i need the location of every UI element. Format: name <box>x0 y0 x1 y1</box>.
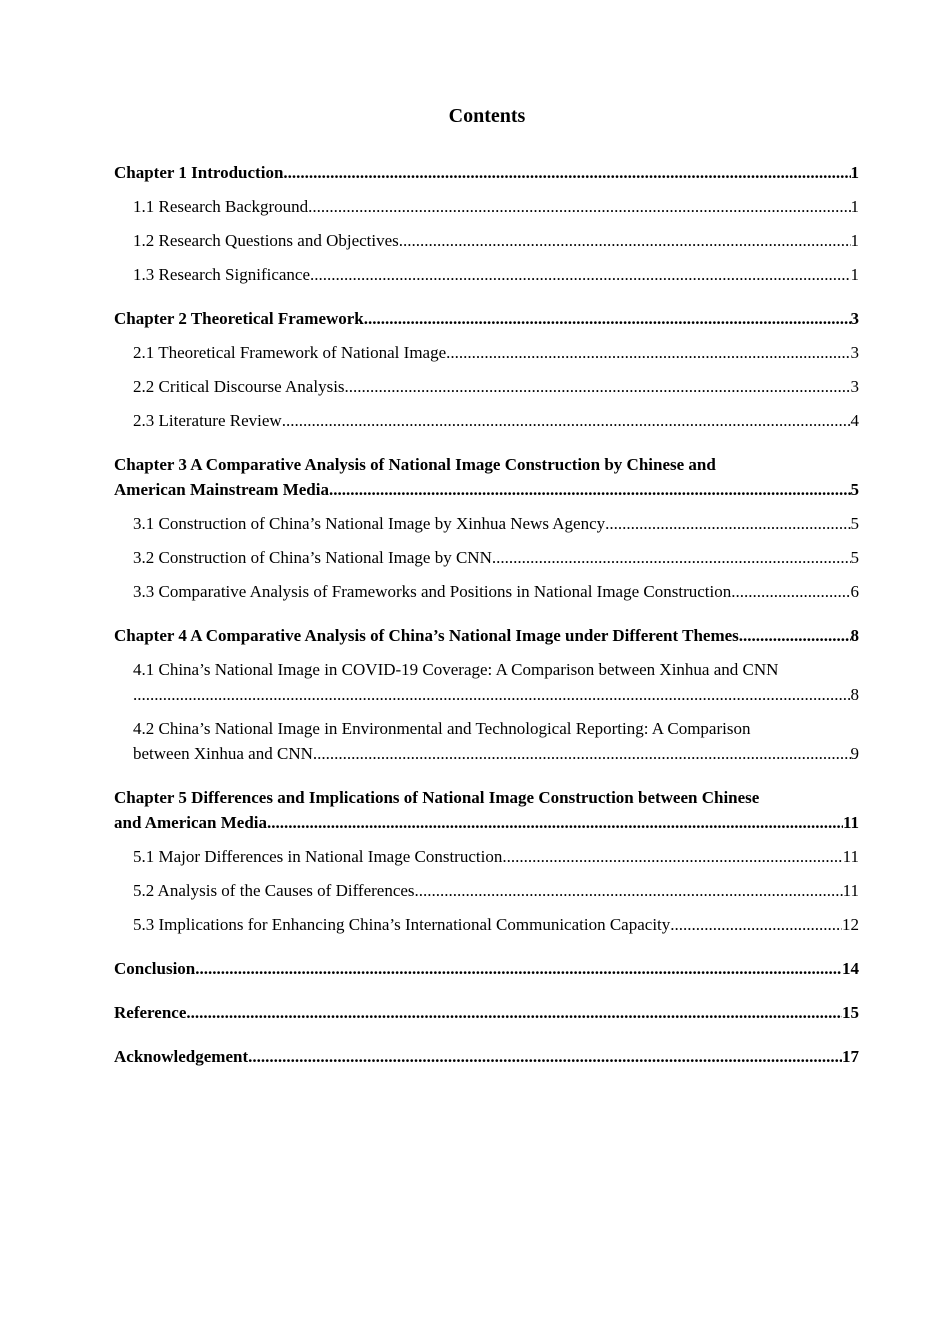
toc-entry-line <box>114 956 859 981</box>
toc-entry-line <box>114 306 859 331</box>
toc-chapter-entry[interactable] <box>114 1044 859 1069</box>
toc-chapter-entry[interactable] <box>114 785 859 835</box>
toc-page-number: 3 <box>850 309 859 328</box>
toc-entry-line <box>133 579 859 604</box>
toc-entry-title-line: 4.1 China’s National Image in COVID-19 Coverage: A Comparison between Xinhua and CNN <box>133 660 779 679</box>
toc-section-entry[interactable] <box>114 579 859 604</box>
dot-leader <box>308 194 850 219</box>
toc-entry-title: 1.2 Research Questions and Objectives <box>133 231 399 250</box>
toc-entry-title: Acknowledgement <box>114 1047 249 1066</box>
toc-entry-title: 3.1 Construction of China’s National Image by Xinhua News Agency <box>133 514 606 533</box>
dot-leader <box>446 340 850 365</box>
toc-entry-title: 3.3 Comparative Analysis of Frameworks and Positions in National Image Construction <box>133 582 732 601</box>
toc-page-number: 11 <box>842 881 859 900</box>
dot-leader <box>186 1000 842 1025</box>
toc-entry-line <box>114 160 859 185</box>
dot-leader <box>310 262 850 287</box>
dot-leader <box>345 374 851 399</box>
page-title: Contents <box>448 105 526 127</box>
toc-section-entry[interactable] <box>114 194 859 219</box>
dot-leader <box>195 956 842 981</box>
toc-section-entry[interactable] <box>114 228 859 253</box>
toc-page-number: 8 <box>850 685 859 704</box>
toc-entry-line <box>114 623 859 648</box>
toc-chapter-entry[interactable] <box>114 160 859 185</box>
dot-leader <box>415 878 843 903</box>
toc-entry-title: 5.3 Implications for Enhancing China’s International Communication Capacity <box>133 915 671 934</box>
toc-section-entry[interactable] <box>114 262 859 287</box>
toc-entry-line <box>114 1000 859 1025</box>
table-of-contents <box>114 160 859 1069</box>
toc-entry-line <box>133 194 859 219</box>
toc-entry-title-line: Chapter 3 A Comparative Analysis of National Image Construction by Chinese and <box>114 455 716 474</box>
toc-section-entry[interactable] <box>114 912 859 937</box>
dot-leader <box>248 1044 842 1069</box>
toc-page-number: 3 <box>850 343 859 362</box>
dot-leader <box>133 682 851 707</box>
toc-entry-line <box>133 741 859 766</box>
toc-entry-line <box>133 340 859 365</box>
toc-entry-title: Conclusion <box>114 959 196 978</box>
toc-page-number: 14 <box>842 959 859 978</box>
dot-leader <box>670 912 842 937</box>
dot-leader <box>282 408 851 433</box>
dot-leader <box>267 810 843 835</box>
toc-chapter-entry[interactable] <box>114 1000 859 1025</box>
dot-leader <box>731 579 850 604</box>
toc-page-number: 9 <box>850 744 859 763</box>
toc-page-number: 12 <box>842 915 859 934</box>
dot-leader <box>492 545 851 570</box>
toc-section-entry[interactable] <box>114 511 859 536</box>
toc-entry-line <box>133 374 859 399</box>
toc-entry-line <box>133 682 859 707</box>
dot-leader <box>283 160 850 185</box>
toc-entry-title: and American Media <box>114 813 267 832</box>
toc-entry-line <box>114 810 859 835</box>
toc-section-entry[interactable] <box>114 657 859 707</box>
toc-entry-title: American Mainstream Media <box>114 480 329 499</box>
toc-page-number: 17 <box>842 1047 859 1066</box>
toc-page-number: 11 <box>842 813 859 832</box>
toc-entry-line <box>133 262 859 287</box>
toc-section-entry[interactable] <box>114 716 859 766</box>
toc-entry-title: 3.2 Construction of China’s National Image by CNN <box>133 548 492 567</box>
toc-chapter-entry[interactable] <box>114 956 859 981</box>
toc-entry-title-line: Chapter 5 Differences and Implications of National Image Construction between Chinese <box>114 788 760 807</box>
dot-leader <box>605 511 850 536</box>
toc-page-number: 1 <box>850 197 859 216</box>
toc-chapter-entry[interactable] <box>114 623 859 648</box>
toc-entry-title: between Xinhua and CNN <box>133 744 313 763</box>
toc-page-number: 5 <box>850 548 859 567</box>
toc-entry-title-line: 4.2 China’s National Image in Environmental and Technological Reporting: A Comparison <box>133 719 751 738</box>
toc-entry-line <box>133 545 859 570</box>
toc-entry-title: 2.1 Theoretical Framework of National Image <box>133 343 447 362</box>
toc-page-number: 1 <box>850 231 859 250</box>
toc-entry-title: 5.2 Analysis of the Causes of Differences <box>133 881 415 900</box>
toc-entry-title: 5.1 Major Differences in National Image Construction <box>133 847 503 866</box>
toc-section-entry[interactable] <box>114 374 859 399</box>
toc-page-number: 5 <box>850 514 859 533</box>
toc-entry-line <box>133 408 859 433</box>
toc-entry-line <box>133 878 859 903</box>
toc-section-entry[interactable] <box>114 408 859 433</box>
dot-leader <box>313 741 851 766</box>
dot-leader <box>364 306 851 331</box>
toc-page-number: 1 <box>850 265 859 284</box>
toc-section-entry[interactable] <box>114 545 859 570</box>
toc-entry-title: Chapter 1 Introduction <box>114 163 284 182</box>
toc-entry-line <box>133 844 859 869</box>
toc-page-number: 3 <box>850 377 859 396</box>
dot-leader <box>502 844 842 869</box>
toc-entry-title: 2.2 Critical Discourse Analysis <box>133 377 345 396</box>
toc-section-entry[interactable] <box>114 340 859 365</box>
toc-entry-title: 1.1 Research Background <box>133 197 309 216</box>
toc-page-number: 1 <box>850 163 859 182</box>
toc-page-number: 11 <box>842 847 859 866</box>
toc-entry-title: Chapter 4 A Comparative Analysis of China’s National Image under Different Themes <box>114 626 739 645</box>
toc-entry-title: 2.3 Literature Review <box>133 411 282 430</box>
toc-chapter-entry[interactable] <box>114 306 859 331</box>
toc-chapter-entry[interactable] <box>114 452 859 502</box>
dot-leader <box>329 477 851 502</box>
toc-entry-line <box>133 912 859 937</box>
toc-page-number: 6 <box>850 582 859 601</box>
toc-section-entry[interactable] <box>114 844 859 869</box>
toc-section-entry[interactable] <box>114 878 859 903</box>
toc-entry-title: Reference <box>114 1003 187 1022</box>
toc-entry-line <box>133 511 859 536</box>
toc-page-number: 15 <box>842 1003 859 1022</box>
toc-page-number: 5 <box>850 480 859 499</box>
dot-leader <box>399 228 851 253</box>
toc-entry-line <box>114 477 859 502</box>
dot-leader <box>739 623 851 648</box>
toc-entry-title: Chapter 2 Theoretical Framework <box>114 309 364 328</box>
toc-entry-title: 1.3 Research Significance <box>133 265 311 284</box>
toc-entry-line <box>114 1044 859 1069</box>
toc-entry-line <box>133 228 859 253</box>
toc-page-number: 4 <box>850 411 859 430</box>
toc-page-number: 8 <box>850 626 859 645</box>
